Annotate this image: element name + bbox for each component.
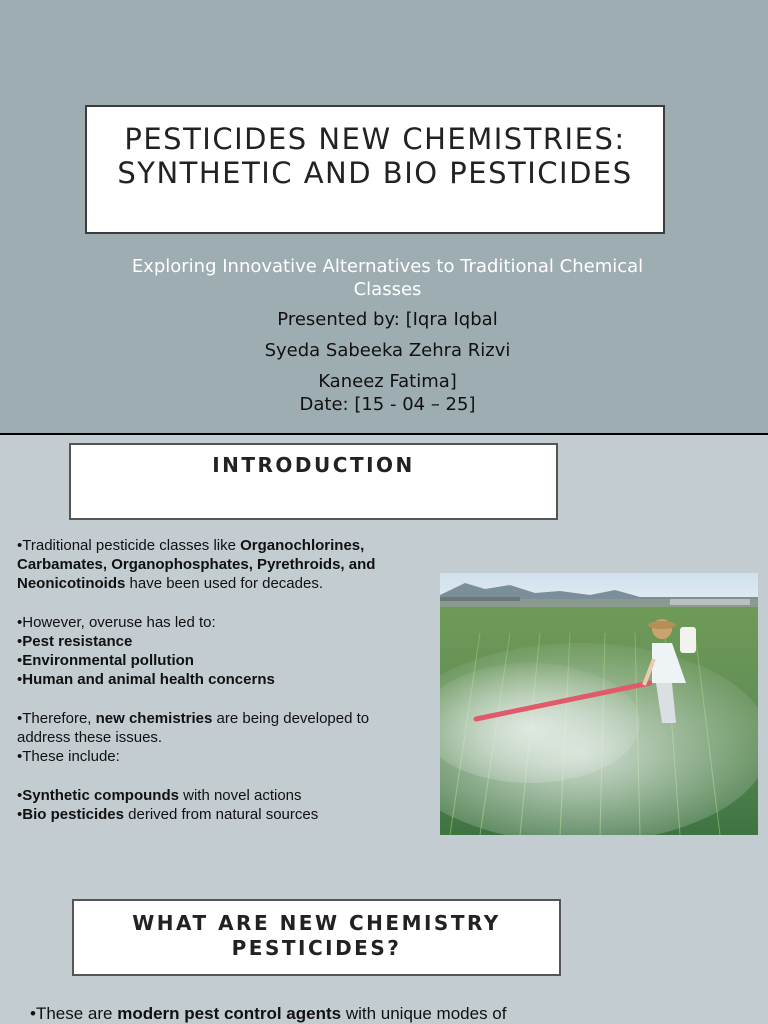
what-are-heading: WHAT ARE NEW CHEMISTRY PESTICIDES? [72,899,561,976]
modern-agents-bullet: •These are modern pest control agents with unique modes of [30,1004,507,1023]
bullet-traditional-classes: •Traditional pesticide classes like Organochlorines, Carbamates, Organophosphates, Pyrethroids, and Neonicotinoids have been used for decades. [17,537,376,593]
presenter-line-3: Kaneez Fatima] [318,371,457,392]
presenter-line-1: Presented by: [Iqra Iqbal [277,309,498,330]
bullet-bio-pesticides: •Bio pesticides derived from natural sources [17,805,319,823]
bullet-synthetic-compounds: •Synthetic compounds with novel actions [17,786,302,804]
bullet-overuse: •However, overuse has led to: [17,613,216,631]
introduction-slide [0,435,768,1024]
presenter-line-2: Syeda Sabeeka Zehra Rizvi [264,340,511,361]
introduction-bullets [17,536,417,824]
title-slide [0,0,768,433]
issue-environmental-pollution: •Environmental pollution [17,652,194,670]
introduction-heading: INTRODUCTION [69,443,558,520]
farmer-spraying-photo [440,573,758,835]
title-box [85,105,665,234]
bullet-new-chemistries: •Therefore, new chemistries are being developed to address these issues. [17,709,370,746]
slide-subtitle: Exploring Innovative Alternatives to Traditional Chemical Classes [131,256,644,300]
slide-title: PESTICIDES NEW CHEMISTRIES: SYNTHETIC AND BIO PESTICIDES [117,122,633,190]
bullet-these-include: •These include: [17,748,120,766]
issue-health-concerns: •Human and animal health concerns [17,671,275,689]
issue-pest-resistance: •Pest resistance [17,633,133,650]
presentation-date: Date: [15 - 04 – 25] [299,394,476,415]
